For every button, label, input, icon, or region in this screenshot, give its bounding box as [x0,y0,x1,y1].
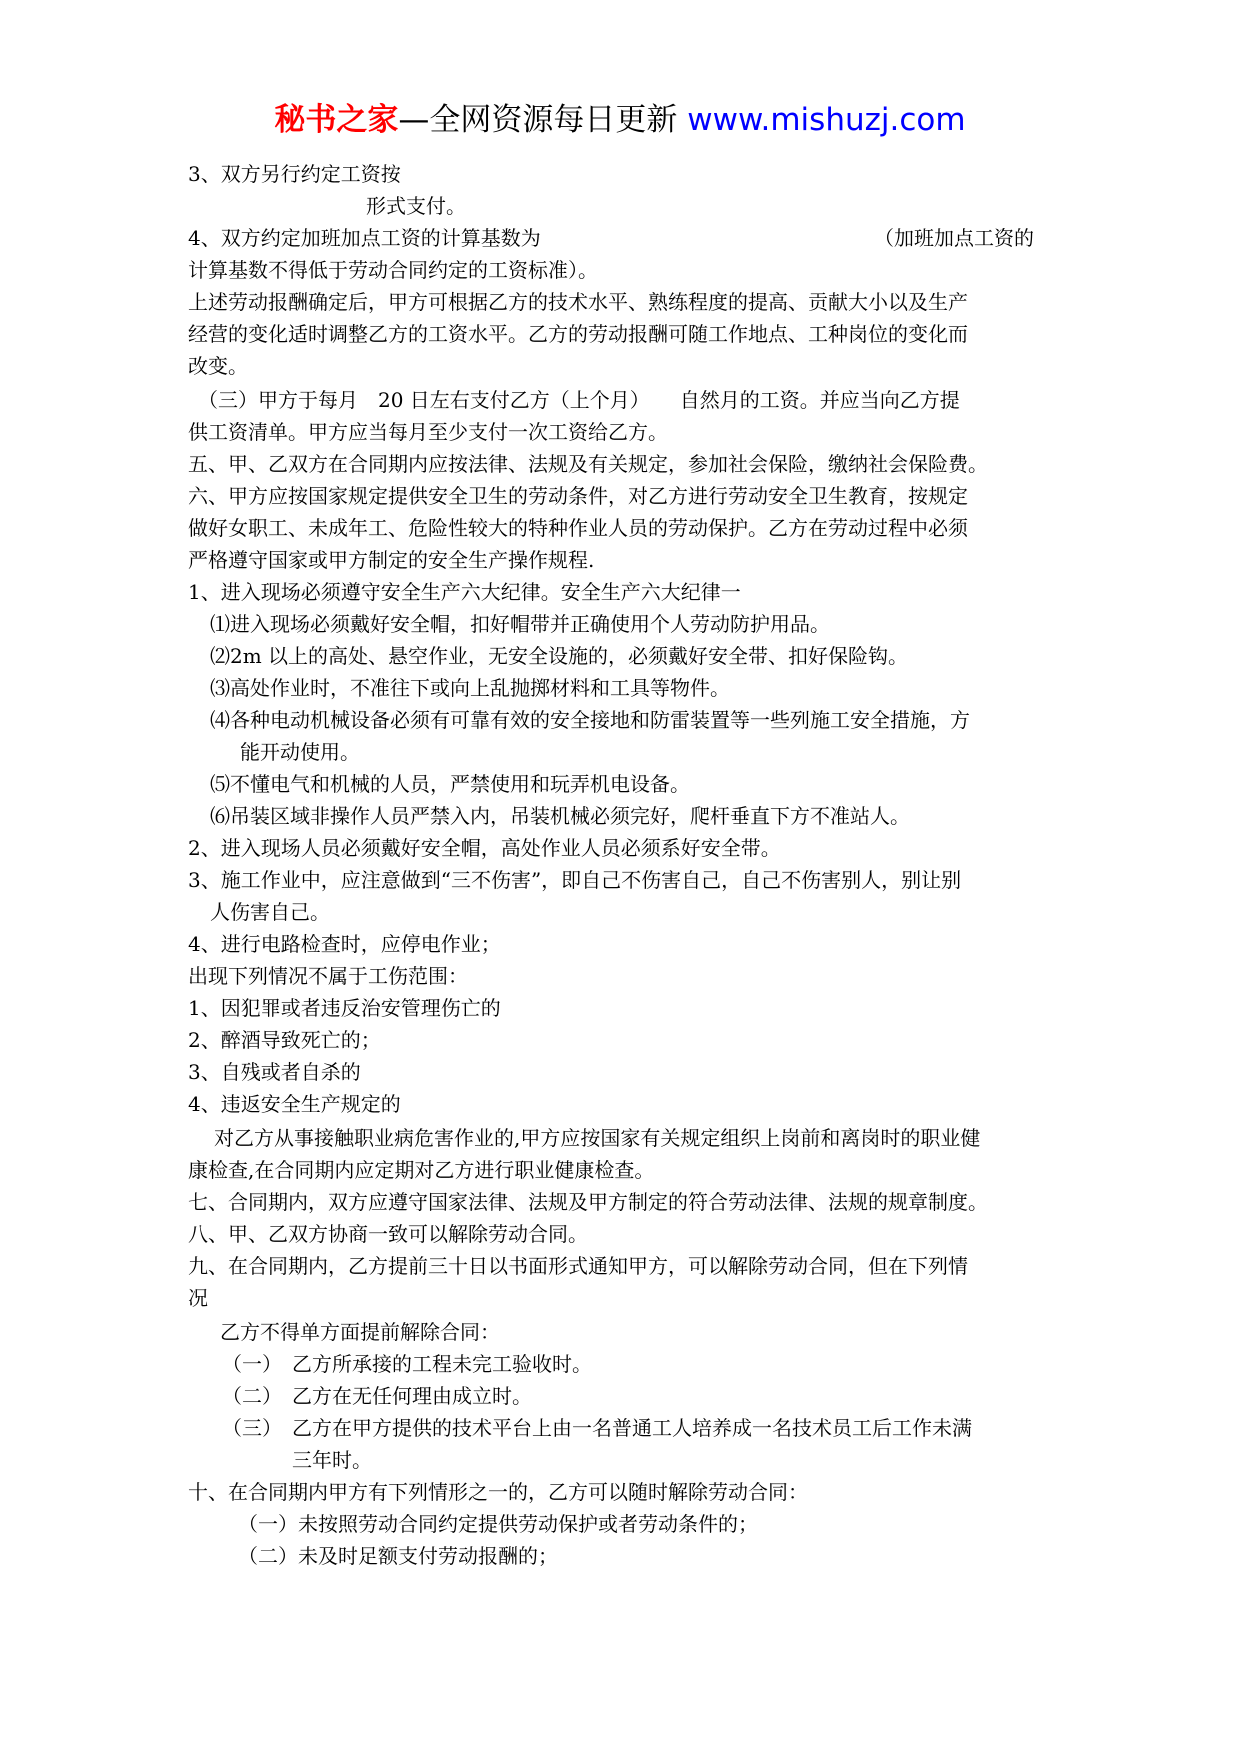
text-line: （二）未及时足额支付劳动报酬的； [238,1544,558,1568]
text-line: 3、双方另行约定工资按 [188,162,401,186]
text-line: 人伤害自己。 [210,900,330,924]
text-line: 4、双方约定加班加点工资的计算基数为 [188,226,541,250]
text-line: （加班加点工资的 [874,226,1034,250]
text-line: 康检查,在合同期内应定期对乙方进行职业健康检查。 [188,1158,655,1182]
text-line: 六、甲方应按国家规定提供安全卫生的劳动条件，对乙方进行劳动安全卫生教育，按规定 [188,484,968,508]
text-line: 三年时。 [292,1448,372,1472]
text-line: 况 [188,1286,208,1310]
text-line: 严格遵守国家或甲方制定的安全生产操作规程. [188,548,595,572]
text-line: 出现下列情况不属于工伤范围： [188,964,468,988]
text-line: ⑷各种电动机械设备必须有可靠有效的安全接地和防雷装置等一些列施工安全措施，方 [210,708,970,732]
text-line: 十、在合同期内甲方有下列情形之一的，乙方可以随时解除劳动合同： [188,1480,808,1504]
text-line: 供工资清单。甲方应当每月至少支付一次工资给乙方。 [188,420,668,444]
text-line: 1、因犯罪或者违反治安管理伤亡的 [188,996,501,1020]
text-line: 上述劳动报酬确定后，甲方可根据乙方的技术水平、熟练程度的提高、贡献大小以及生产 [188,290,968,314]
text-line: 4、进行电路检查时，应停电作业； [188,932,501,956]
text-line: 计算基数不得低于劳动合同约定的工资标准）。 [188,258,598,282]
text-line: 形式支付。 [366,194,466,218]
text-line: 乙方不得单方面提前解除合同： [220,1320,500,1344]
text-line: （二） 乙方在无任何理由成立时。 [222,1384,532,1408]
text-line: ⑸不懂电气和机械的人员，严禁使用和玩弄机电设备。 [210,772,690,796]
text-line: ⑵2m 以上的高处、悬空作业，无安全设施的，必须戴好安全带、扣好保险钩。 [210,644,909,668]
site-url-link[interactable]: www.mishuzj.com [687,102,966,138]
text-line: 改变。 [188,354,248,378]
text-line: ⑴进入现场必须戴好安全帽，扣好帽带并正确使用个人劳动防护用品。 [210,612,830,636]
text-line: 1、进入现场必须遵守安全生产六大纪律。安全生产六大纪律一 [188,580,741,604]
text-line: （三） 乙方在甲方提供的技术平台上由一名普通工人培养成一名技术员工后工作未满 [222,1416,972,1440]
text-line: 五、甲、乙双方在合同期内应按法律、法规及有关规定，参加社会保险，缴纳社会保险费。 [188,452,988,476]
text-line: 九、在合同期内，乙方提前三十日以书面形式通知甲方，可以解除劳动合同，但在下列情 [188,1254,968,1278]
text-line: ⑶高处作业时，不准往下或向上乱抛掷材料和工具等物件。 [210,676,730,700]
text-line: 做好女职工、未成年工、危险性较大的特种作业人员的劳动保护。乙方在劳动过程中必须 [188,516,968,540]
text-line: ⑹吊装区域非操作人员严禁入内，吊装机械必须完好，爬杆垂直下方不准站人。 [210,804,910,828]
text-line: 2、醉酒导致死亡的； [188,1028,381,1052]
site-header [0,100,1240,140]
text-line: 4、违返安全生产规定的 [188,1092,401,1116]
site-brand: 秘书之家 [274,102,399,138]
site-tagline: —全网资源每日更新 [398,102,688,138]
text-line: 对乙方从事接触职业病危害作业的,甲方应按国家有关规定组织上岗前和离岗时的职业健 [214,1126,981,1150]
text-line: （一） 乙方所承接的工程未完工验收时。 [222,1352,592,1376]
text-line: 3、自残或者自杀的 [188,1060,361,1084]
text-line: 八、甲、乙双方协商一致可以解除劳动合同。 [188,1222,588,1246]
text-line: 3、施工作业中，应注意做到“三不伤害”，即自己不伤害自己，自己不伤害别人，别让别 [188,868,962,892]
text-line: （三）甲方于每月 20 日左右支付乙方（上个月） 自然月的工资。并应当向乙方提 [198,388,960,412]
text-line: 能开动使用。 [240,740,360,764]
text-line: 经营的变化适时调整乙方的工资水平。乙方的劳动报酬可随工作地点、工种岗位的变化而 [188,322,968,346]
text-line: 七、合同期内，双方应遵守国家法律、法规及甲方制定的符合劳动法律、法规的规章制度。 [188,1190,988,1214]
text-line: （一）未按照劳动合同约定提供劳动保护或者劳动条件的； [238,1512,758,1536]
text-line: 2、进入现场人员必须戴好安全帽，高处作业人员必须系好安全带。 [188,836,781,860]
